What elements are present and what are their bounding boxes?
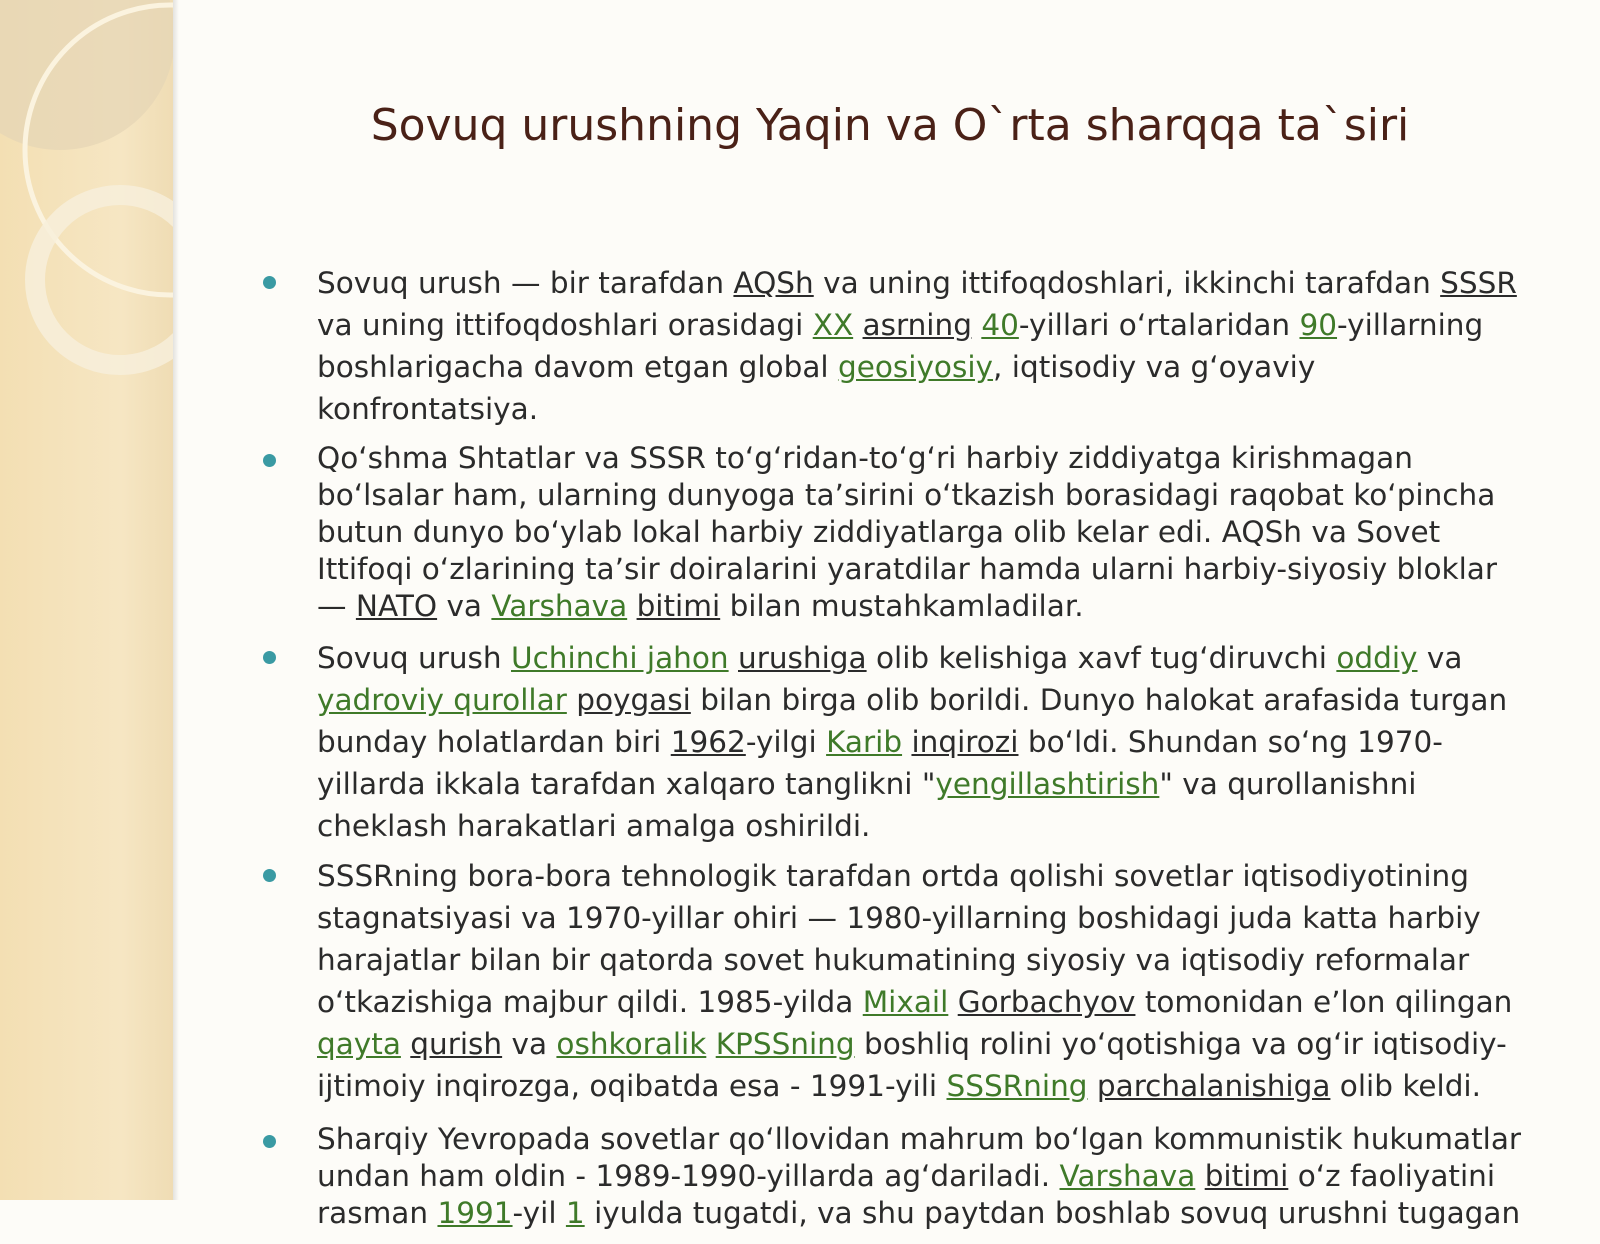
text-run	[729, 641, 738, 675]
decorative-circles	[0, 0, 173, 1200]
panel-shadow	[173, 0, 179, 1200]
bullet-item-2	[260, 440, 1535, 625]
text-run: -yilgi	[745, 725, 827, 759]
bullet-item-3	[260, 637, 1535, 847]
link-1962[interactable]: 1962	[670, 725, 746, 759]
text-run	[627, 589, 636, 623]
text-run: va	[1417, 641, 1463, 675]
text-run: -yillarning boshlarigacha davom etgan global	[317, 308, 1484, 384]
text-run: bilan mustahkamladilar.	[720, 589, 1084, 623]
text-run	[1195, 1159, 1204, 1193]
text-run	[567, 683, 576, 717]
text-run: va	[437, 589, 492, 623]
text-run: Sharqiy Yevropada sovetlar qoʻllovidan mahrum boʻlgan kommunistik hukumatlar undan ham oldin - 1989-1990-yillarda agʻdariladi.	[317, 1122, 1522, 1193]
text-run: Sovuq urush — bir tarafdan	[317, 266, 734, 300]
link-sssr[interactable]: SSSR	[1440, 266, 1517, 300]
text-run	[948, 985, 957, 1019]
text-run	[972, 308, 981, 342]
text-run: Qoʻshma Shtatlar va SSSR toʻgʻridan-toʻgʻri harbiy ziddiyatga kirishmagan boʻlsalar ham, ularning dunyoga taʼsirini oʻtkazish borasidagi raqobat koʻpincha butun dunyo boʻylab lokal harbiy ziddiyatlarga olib kelar edi. AQSh va Sovet Ittifoqi oʻzlarining taʼsir doiralarini yaratdilar hamda ularni harbiy-siyosiy bloklar —	[317, 441, 1497, 623]
text-run: boʻldi. Shundan soʻng 1970-yillarda ikkala tarafdan xalqaro tanglikni "	[317, 725, 1443, 801]
text-run: olib keldi.	[1330, 1069, 1482, 1103]
text-run	[401, 1027, 410, 1061]
text-run: tomonidan eʼlon qilingan	[1135, 985, 1513, 1019]
text-run	[1088, 1069, 1097, 1103]
text-run: va	[502, 1027, 557, 1061]
link-poygasi[interactable]: poygasi	[576, 683, 691, 717]
link-mixail[interactable]: Mixail	[862, 985, 949, 1019]
link-urushiga[interactable]: urushiga	[738, 641, 867, 675]
text-run: -yillari oʻrtalaridan	[1018, 308, 1300, 342]
link-oshkoralik[interactable]: oshkoralik	[556, 1027, 707, 1061]
text-run: bilan birga olib borildi. Dunyo halokat arafasida turgan bunday holatlardan biri	[317, 683, 1508, 759]
text-run: olib kelishiga xavf tugʻdiruvchi	[866, 641, 1337, 675]
link-40[interactable]: 40	[981, 308, 1019, 342]
text-run: SSSRning bora-bora tehnologik tarafdan ortda qolishi sovetlar iqtisodiyotining stagnatsiyasi va 1970-yillar ohiri — 1980-yillarning boshidagi juda katta harbiy harajatlar bilan bir qatorda sovet hukumatining siyosiy va iqtisodiy reformalar oʻtkazishiga majbur qildi. 1985-yilda	[317, 859, 1481, 1019]
link-nato[interactable]: NATO	[355, 589, 438, 623]
decorative-side-panel	[0, 0, 173, 1200]
link-bitimi-2[interactable]: bitimi	[1204, 1159, 1289, 1193]
link-yengillashtirish[interactable]: yengillashtirish	[935, 767, 1160, 801]
bullet-item-4	[260, 855, 1535, 1107]
text-run: -yil	[512, 1196, 566, 1230]
text-run	[706, 1027, 715, 1061]
link-90[interactable]: 90	[1299, 308, 1338, 342]
link-oddiy[interactable]: oddiy	[1336, 641, 1418, 675]
text-run: va uning ittifoqdoshlari orasidagi	[317, 308, 813, 342]
link-asrning[interactable]: asrning	[862, 308, 972, 342]
text-run	[853, 308, 862, 342]
text-run: " va qurollanishni cheklash harakatlari amalga oshirildi.	[317, 767, 1417, 843]
text-run: va uning ittifoqdoshlari, ikkinchi tarafdan	[813, 266, 1441, 300]
link-sssrning[interactable]: SSSRning	[946, 1069, 1088, 1103]
link-gorbachyov[interactable]: Gorbachyov	[957, 985, 1136, 1019]
link-xx[interactable]: XX	[812, 308, 854, 342]
link-kpssning[interactable]: KPSSning	[715, 1027, 855, 1061]
text-run: oʻz faoliyatini rasman	[317, 1159, 1496, 1230]
link-1991[interactable]: 1991	[437, 1196, 513, 1230]
link-qurish[interactable]: qurish	[410, 1027, 503, 1061]
text-run: boshliq rolini yoʻqotishiga va ogʻir iqtisodiy-ijtimoiy inqirozga, oqibatda esa - 1991-yili	[317, 1027, 1507, 1103]
bullet-item-5	[260, 1121, 1535, 1232]
bullet-list	[260, 262, 1535, 1244]
bullet-item-1	[260, 262, 1535, 430]
link-bitimi[interactable]: bitimi	[636, 589, 721, 623]
link-yadroviy-qurollar[interactable]: yadroviy qurollar	[317, 683, 567, 717]
link-varshava[interactable]: Varshava	[491, 589, 628, 623]
link-uchinchi-jahon[interactable]: Uchinchi jahon	[511, 641, 729, 675]
text-run: iyulda tugatdi, va shu paytdan boshlab sovuq urushni tugagan	[584, 1196, 1521, 1230]
link-geosiyosiy[interactable]: geosiyosiy	[837, 350, 994, 384]
text-run: Sovuq urush	[317, 641, 511, 675]
link-karib[interactable]: Karib	[826, 725, 903, 759]
link-aqsh[interactable]: AQSh	[733, 266, 814, 300]
slide-title: Sovuq urushning Yaqin va O`rta sharqqa ta`siri	[370, 100, 1410, 151]
link-qayta[interactable]: qayta	[317, 1027, 401, 1061]
link-1[interactable]: 1	[565, 1196, 585, 1230]
link-parchalanishiga[interactable]: parchalanishiga	[1096, 1069, 1331, 1103]
text-run: , iqtisodiy va gʻoyaviy konfrontatsiya.	[317, 350, 1316, 426]
link-inqirozi[interactable]: inqirozi	[911, 725, 1019, 759]
link-varshava-2[interactable]: Varshava	[1059, 1159, 1196, 1193]
